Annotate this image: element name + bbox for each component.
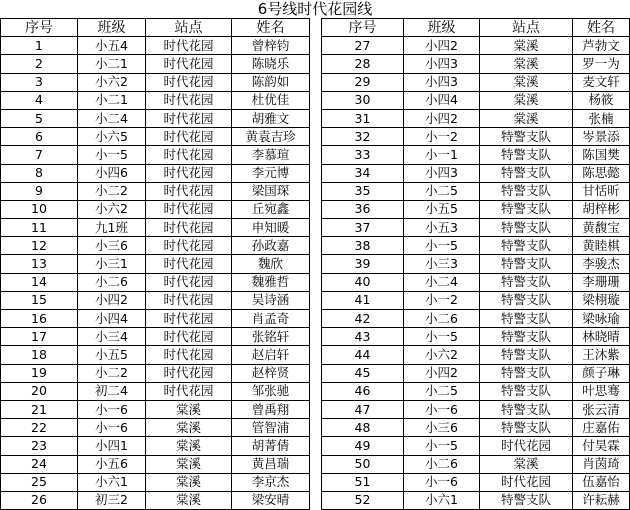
table-row: [322, 346, 630, 364]
cell-class: 小一6: [78, 419, 146, 437]
cell-index: 4: [1, 91, 78, 109]
cell-name: 罗一为: [573, 55, 630, 73]
cell-station: 特警支队: [480, 273, 573, 291]
table-row: [1, 55, 310, 73]
cell-name: 叶思骞: [573, 382, 630, 400]
table-row: [322, 400, 630, 418]
cell-index: 25: [1, 473, 78, 491]
cell-name: 黄睦棋: [573, 237, 630, 255]
table-row: [1, 73, 310, 91]
cell-station: 时代花园: [146, 73, 232, 91]
cell-index: 24: [1, 455, 78, 473]
cell-class: 初三2: [78, 491, 146, 509]
table-row: [322, 491, 630, 509]
cell-station: 棠溪: [480, 455, 573, 473]
cell-name: 梁安晴: [232, 491, 310, 509]
cell-name: 黄昌瑞: [232, 455, 310, 473]
cell-class: 小二1: [78, 91, 146, 109]
cell-name: 胡雅文: [232, 109, 310, 127]
cell-class: 小二4: [78, 109, 146, 127]
cell-name: 芦勃文: [573, 37, 630, 55]
cell-station: 棠溪: [146, 491, 232, 509]
header-class: 班级: [404, 19, 480, 37]
table-row: [322, 419, 630, 437]
cell-station: 时代花园: [146, 128, 232, 146]
cell-class: 小一6: [404, 473, 480, 491]
cell-name: 林晓晴: [573, 328, 630, 346]
table-row: [1, 37, 310, 55]
cell-index: 10: [1, 200, 78, 218]
cell-station: 特警支队: [480, 291, 573, 309]
cell-index: 42: [322, 310, 404, 328]
cell-index: 19: [1, 364, 78, 382]
cell-class: 小四6: [78, 164, 146, 182]
cell-index: 34: [322, 164, 404, 182]
table-row: [1, 146, 310, 164]
cell-index: 36: [322, 200, 404, 218]
table-row: [322, 37, 630, 55]
cell-class: 小六1: [78, 473, 146, 491]
header-index: 序号: [1, 19, 78, 37]
cell-name: 杜优佳: [232, 91, 310, 109]
cell-index: 6: [1, 128, 78, 146]
cell-class: 小四3: [404, 164, 480, 182]
cell-station: 时代花园: [146, 200, 232, 218]
right-body: [322, 37, 630, 510]
table-row: [322, 200, 630, 218]
cell-station: 时代花园: [146, 237, 232, 255]
cell-station: 棠溪: [146, 473, 232, 491]
cell-name: 黄馥宝: [573, 219, 630, 237]
cell-name: 魏雅哲: [232, 273, 310, 291]
cell-name: 伍嘉怡: [573, 473, 630, 491]
cell-class: 小一6: [404, 400, 480, 418]
cell-station: 特警支队: [480, 219, 573, 237]
cell-class: 小一5: [78, 146, 146, 164]
cell-class: 小四3: [404, 73, 480, 91]
cell-class: 小一2: [404, 128, 480, 146]
table-row: [1, 182, 310, 200]
cell-station: 棠溪: [480, 55, 573, 73]
cell-name: 曾禹翔: [232, 400, 310, 418]
cell-station: 特警支队: [480, 419, 573, 437]
cell-index: 51: [322, 473, 404, 491]
cell-index: 32: [322, 128, 404, 146]
cell-index: 48: [322, 419, 404, 437]
cell-station: 时代花园: [146, 346, 232, 364]
table-row: [322, 328, 630, 346]
cell-index: 9: [1, 182, 78, 200]
cell-station: 棠溪: [146, 400, 232, 418]
cell-station: 时代花园: [146, 164, 232, 182]
cell-index: 8: [1, 164, 78, 182]
cell-name: 赵启轩: [232, 346, 310, 364]
page-title: 6号线时代花园线: [257, 0, 373, 18]
roster-table-right: [321, 18, 630, 510]
table-row: [1, 310, 310, 328]
cell-name: 李京杰: [232, 473, 310, 491]
table-row: [322, 473, 630, 491]
cell-station: 时代花园: [146, 146, 232, 164]
table-row: [322, 237, 630, 255]
table-row: [1, 219, 310, 237]
cell-name: 曾梓钧: [232, 37, 310, 55]
cell-index: 12: [1, 237, 78, 255]
table-row: [1, 164, 310, 182]
cell-name: 张云清: [573, 400, 630, 418]
cell-index: 14: [1, 273, 78, 291]
cell-class: 小二2: [78, 182, 146, 200]
cell-index: 21: [1, 400, 78, 418]
table-row: [1, 237, 310, 255]
table-row: [1, 91, 310, 109]
cell-class: 小一1: [404, 146, 480, 164]
cell-index: 3: [1, 73, 78, 91]
cell-class: 小一2: [404, 291, 480, 309]
cell-name: 李骏杰: [573, 255, 630, 273]
cell-name: 庄嘉佑: [573, 419, 630, 437]
cell-name: 邹张驰: [232, 382, 310, 400]
table-row: [322, 437, 630, 455]
cell-class: 小二4: [404, 273, 480, 291]
table-row: [322, 146, 630, 164]
cell-station: 棠溪: [480, 73, 573, 91]
cell-station: 棠溪: [480, 91, 573, 109]
table-row: [1, 200, 310, 218]
cell-class: 小三6: [78, 237, 146, 255]
cell-index: 20: [1, 382, 78, 400]
cell-name: 梁栩璇: [573, 291, 630, 309]
cell-class: 小一5: [404, 237, 480, 255]
table-row: [1, 382, 310, 400]
cell-index: 46: [322, 382, 404, 400]
cell-index: 45: [322, 364, 404, 382]
cell-station: 特警支队: [480, 200, 573, 218]
cell-class: 小三1: [78, 255, 146, 273]
table-row: [322, 310, 630, 328]
cell-index: 43: [322, 328, 404, 346]
cell-class: 小四4: [78, 310, 146, 328]
cell-station: 特警支队: [480, 182, 573, 200]
cell-station: 时代花园: [146, 182, 232, 200]
cell-index: 5: [1, 109, 78, 127]
table-row: [1, 109, 310, 127]
cell-index: 1: [1, 37, 78, 55]
cell-index: 50: [322, 455, 404, 473]
cell-station: 时代花园: [146, 55, 232, 73]
cell-index: 30: [322, 91, 404, 109]
cell-station: 时代花园: [146, 273, 232, 291]
cell-index: 29: [322, 73, 404, 91]
cell-station: 棠溪: [146, 455, 232, 473]
header-class: 班级: [78, 19, 146, 37]
table-row: [322, 255, 630, 273]
cell-index: 15: [1, 291, 78, 309]
cell-index: 35: [322, 182, 404, 200]
table-row: [322, 291, 630, 309]
table-row: [322, 164, 630, 182]
table-row: [1, 473, 310, 491]
header-station: 站点: [146, 19, 232, 37]
table-row: [1, 346, 310, 364]
table-row: [1, 273, 310, 291]
table-row: [322, 128, 630, 146]
cell-name: 陈思懿: [573, 164, 630, 182]
cell-name: 岑景添: [573, 128, 630, 146]
cell-name: 胡菁倩: [232, 437, 310, 455]
cell-station: 特警支队: [480, 146, 573, 164]
header-row: [322, 19, 630, 37]
cell-class: 小四2: [404, 364, 480, 382]
cell-station: 时代花园: [146, 91, 232, 109]
cell-index: 26: [1, 491, 78, 509]
table-row: [1, 255, 310, 273]
cell-station: 特警支队: [480, 346, 573, 364]
cell-name: 王沐紫: [573, 346, 630, 364]
cell-station: 特警支队: [480, 328, 573, 346]
cell-name: 张楠: [573, 109, 630, 127]
cell-index: 41: [322, 291, 404, 309]
cell-station: 特警支队: [480, 164, 573, 182]
table-row: [1, 328, 310, 346]
cell-class: 小二6: [404, 310, 480, 328]
cell-index: 52: [322, 491, 404, 509]
cell-index: 22: [1, 419, 78, 437]
table-row: [322, 73, 630, 91]
table-row: [322, 182, 630, 200]
cell-class: 小五3: [404, 219, 480, 237]
table-row: [1, 491, 310, 509]
cell-index: 28: [322, 55, 404, 73]
cell-class: 小四3: [404, 55, 480, 73]
cell-name: 梁咏瑜: [573, 310, 630, 328]
table-row: [1, 291, 310, 309]
cell-station: 特警支队: [480, 382, 573, 400]
cell-class: 小一6: [78, 400, 146, 418]
cell-name: 肖孟奇: [232, 310, 310, 328]
table-row: [322, 273, 630, 291]
cell-name: 丘宛鑫: [232, 200, 310, 218]
cell-index: 16: [1, 310, 78, 328]
cell-name: 许耘赫: [573, 491, 630, 509]
cell-name: 申知暖: [232, 219, 310, 237]
table-row: [322, 219, 630, 237]
cell-name: 梁国琛: [232, 182, 310, 200]
cell-index: 2: [1, 55, 78, 73]
cell-station: 特警支队: [480, 491, 573, 509]
cell-name: 黄袁吉珍: [232, 128, 310, 146]
cell-station: 时代花园: [146, 328, 232, 346]
cell-class: 九1班: [78, 219, 146, 237]
cell-station: 特警支队: [480, 310, 573, 328]
table-row: [1, 128, 310, 146]
table-row: [322, 109, 630, 127]
cell-index: 11: [1, 219, 78, 237]
cell-class: 小三4: [78, 328, 146, 346]
cell-class: 小五6: [78, 455, 146, 473]
cell-index: 13: [1, 255, 78, 273]
cell-station: 棠溪: [480, 37, 573, 55]
cell-station: 特警支队: [480, 364, 573, 382]
cell-station: 时代花园: [146, 364, 232, 382]
cell-name: 魏欣: [232, 255, 310, 273]
cell-class: 小一5: [404, 437, 480, 455]
cell-index: 31: [322, 109, 404, 127]
cell-name: 李珊珊: [573, 273, 630, 291]
roster-table-left: [0, 18, 310, 510]
cell-station: 特警支队: [480, 128, 573, 146]
table-row: [322, 455, 630, 473]
cell-name: 肖茵琦: [573, 455, 630, 473]
cell-station: 棠溪: [480, 109, 573, 127]
cell-station: 时代花园: [146, 255, 232, 273]
cell-class: 小四2: [404, 37, 480, 55]
cell-name: 吴诗涵: [232, 291, 310, 309]
cell-station: 特警支队: [480, 400, 573, 418]
cell-name: 李慕瑄: [232, 146, 310, 164]
cell-name: 颜子琳: [573, 364, 630, 382]
header-index: 序号: [322, 19, 404, 37]
cell-index: 18: [1, 346, 78, 364]
cell-name: 麦文轩: [573, 73, 630, 91]
cell-index: 17: [1, 328, 78, 346]
cell-station: 时代花园: [146, 219, 232, 237]
cell-station: 时代花园: [146, 37, 232, 55]
cell-class: 小四2: [404, 109, 480, 127]
cell-station: 特警支队: [480, 255, 573, 273]
cell-class: 小四1: [78, 437, 146, 455]
cell-name: 陈国樊: [573, 146, 630, 164]
cell-name: 甘恬昕: [573, 182, 630, 200]
table-row: [1, 419, 310, 437]
cell-class: 小一5: [404, 328, 480, 346]
cell-class: 小二5: [404, 182, 480, 200]
header-name: 姓名: [232, 19, 310, 37]
header-name: 姓名: [573, 19, 630, 37]
cell-index: 7: [1, 146, 78, 164]
table-row: [322, 382, 630, 400]
cell-class: 小二6: [78, 273, 146, 291]
cell-class: 小三3: [404, 255, 480, 273]
cell-station: 时代花园: [480, 473, 573, 491]
cell-class: 小六2: [404, 346, 480, 364]
cell-class: 小五5: [404, 200, 480, 218]
cell-station: 时代花园: [146, 382, 232, 400]
cell-class: 小二2: [78, 364, 146, 382]
cell-class: 小五4: [78, 37, 146, 55]
cell-station: 时代花园: [480, 437, 573, 455]
cell-class: 小二6: [404, 455, 480, 473]
cell-class: 小四4: [404, 91, 480, 109]
table-row: [1, 400, 310, 418]
cell-class: 初二4: [78, 382, 146, 400]
cell-index: 23: [1, 437, 78, 455]
cell-name: 付昊霖: [573, 437, 630, 455]
cell-class: 小二1: [78, 55, 146, 73]
cell-station: 棠溪: [146, 419, 232, 437]
left-body: [1, 37, 310, 510]
cell-name: 陈韵如: [232, 73, 310, 91]
header-station: 站点: [480, 19, 573, 37]
header-row: [1, 19, 310, 37]
cell-name: 赵梓贤: [232, 364, 310, 382]
table-row: [322, 55, 630, 73]
cell-name: 胡梓彬: [573, 200, 630, 218]
cell-station: 时代花园: [146, 109, 232, 127]
table-row: [1, 364, 310, 382]
cell-name: 李元博: [232, 164, 310, 182]
cell-class: 小六2: [78, 200, 146, 218]
cell-name: 杨筱: [573, 91, 630, 109]
table-row: [322, 91, 630, 109]
cell-class: 小六1: [404, 491, 480, 509]
cell-index: 37: [322, 219, 404, 237]
cell-name: 孙政嘉: [232, 237, 310, 255]
cell-class: 小五5: [78, 346, 146, 364]
cell-station: 时代花园: [146, 291, 232, 309]
cell-class: 小二5: [404, 382, 480, 400]
cell-station: 特警支队: [480, 237, 573, 255]
cell-index: 40: [322, 273, 404, 291]
cell-name: 张铭轩: [232, 328, 310, 346]
cell-index: 44: [322, 346, 404, 364]
table-row: [1, 437, 310, 455]
table-row: [322, 364, 630, 382]
cell-name: 陈晓乐: [232, 55, 310, 73]
cell-index: 47: [322, 400, 404, 418]
cell-class: 小四2: [78, 291, 146, 309]
cell-index: 27: [322, 37, 404, 55]
cell-index: 49: [322, 437, 404, 455]
table-row: [1, 455, 310, 473]
cell-class: 小六2: [78, 73, 146, 91]
cell-name: 管智浦: [232, 419, 310, 437]
cell-index: 38: [322, 237, 404, 255]
cell-index: 33: [322, 146, 404, 164]
cell-index: 39: [322, 255, 404, 273]
cell-station: 棠溪: [146, 437, 232, 455]
cell-class: 小六5: [78, 128, 146, 146]
cell-station: 时代花园: [146, 310, 232, 328]
cell-class: 小三6: [404, 419, 480, 437]
